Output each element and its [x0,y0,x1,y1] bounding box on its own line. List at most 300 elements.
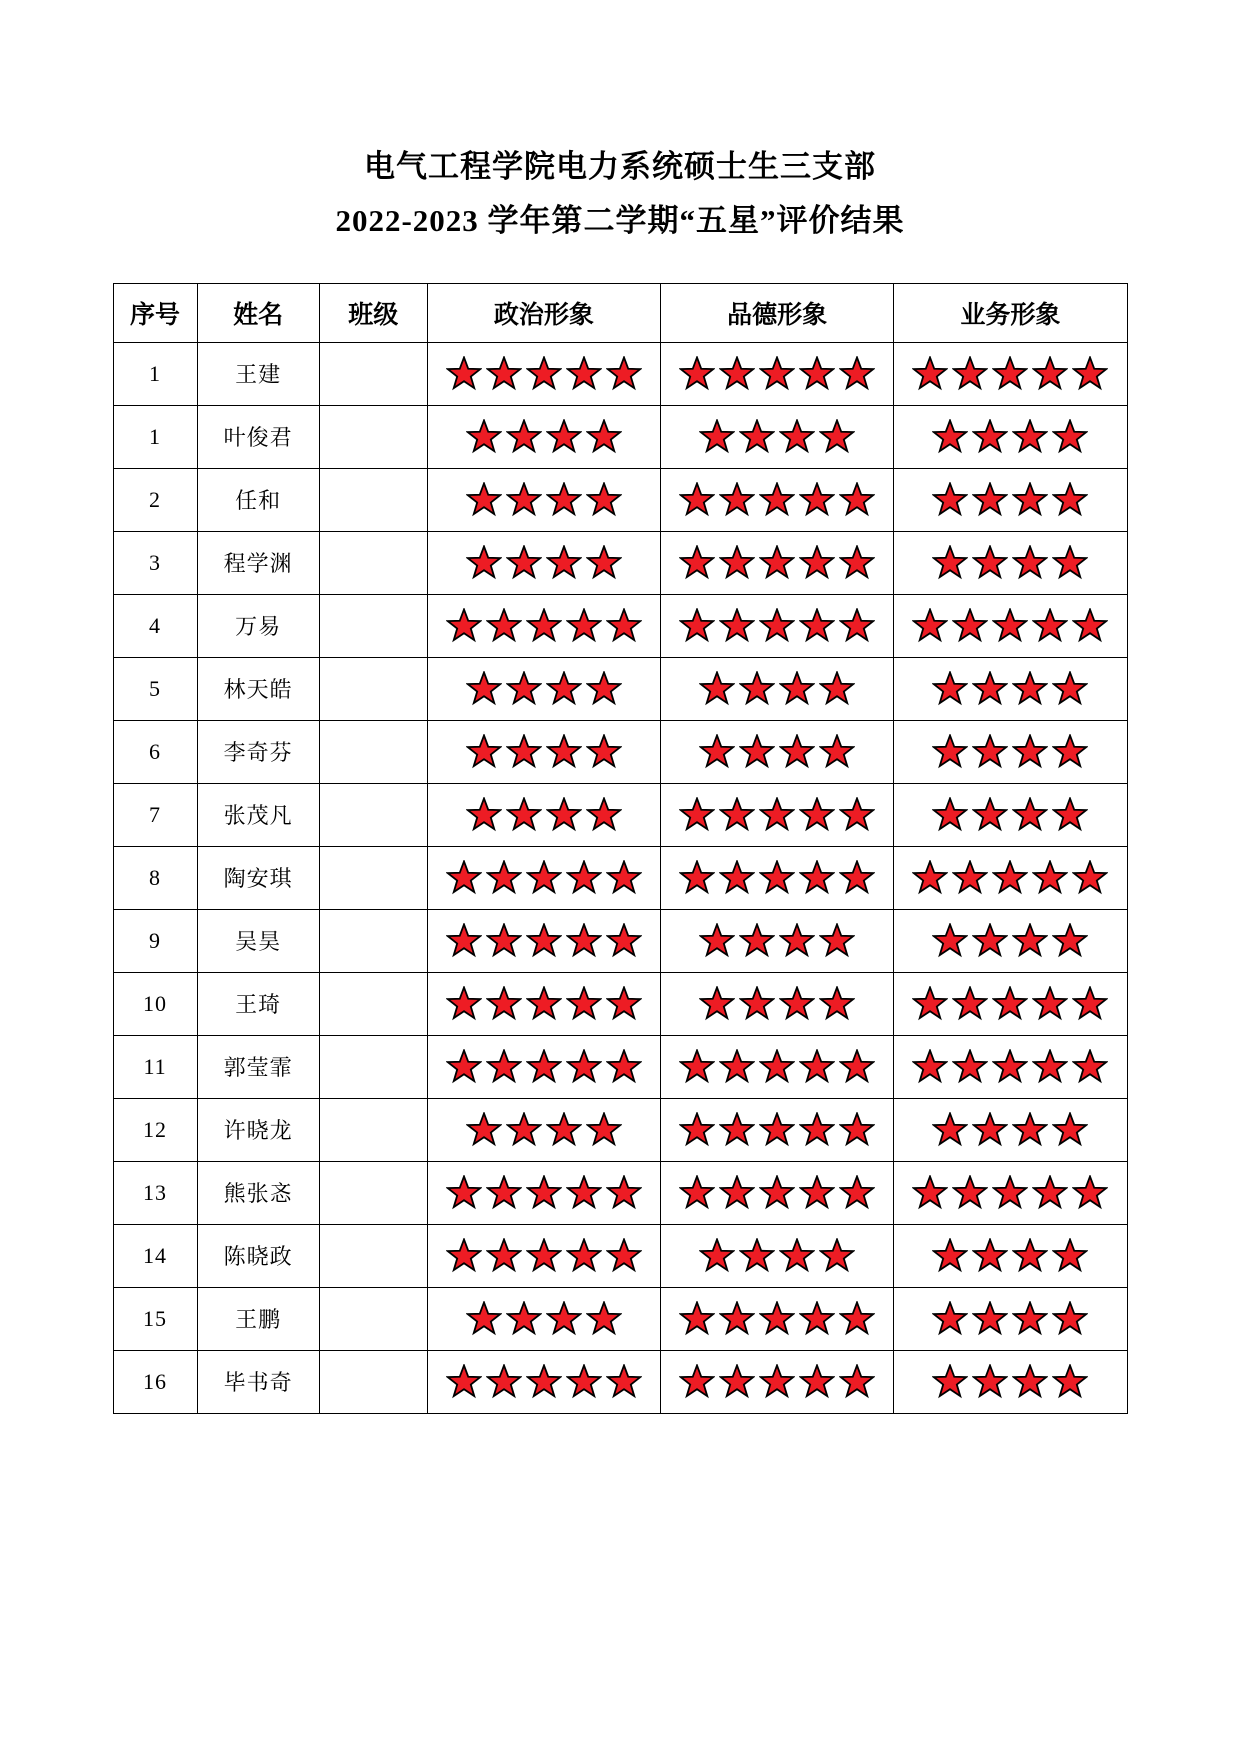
star-icon [1012,734,1048,770]
cell-professional-stars [894,846,1127,909]
header-name: 姓名 [197,283,319,342]
star-icon [446,356,482,392]
cell-moral-stars [661,846,894,909]
star-icon [1072,1175,1108,1211]
rating-table [113,283,1128,1414]
star-icon [566,1364,602,1400]
cell-class [319,846,427,909]
table-row [113,1224,1127,1287]
cell-name: 吴昊 [197,909,319,972]
star-icon [699,986,735,1022]
star-icon [799,1175,835,1211]
star-icon [679,356,715,392]
star-icon [606,1364,642,1400]
star-icon [1012,419,1048,455]
star-icon [1012,482,1048,518]
star-icon [759,1364,795,1400]
star-icon [606,1049,642,1085]
cell-index: 2 [113,468,197,531]
star-icon [972,482,1008,518]
star-icon [819,419,855,455]
star-icon [679,1175,715,1211]
star-icon [719,545,755,581]
star-icon [606,986,642,1022]
cell-index: 1 [113,342,197,405]
cell-index: 12 [113,1098,197,1161]
star-icon [719,482,755,518]
star-icon [606,608,642,644]
star-icon [799,860,835,896]
cell-professional-stars [894,720,1127,783]
star-rating [894,734,1126,770]
star-icon [1052,419,1088,455]
star-icon [1032,1049,1068,1085]
cell-name: 任和 [197,468,319,531]
star-icon [719,356,755,392]
cell-class [319,594,427,657]
star-rating [894,545,1126,581]
star-icon [606,860,642,896]
star-icon [912,860,948,896]
star-icon [779,986,815,1022]
star-icon [819,1238,855,1274]
star-icon [819,986,855,1022]
star-icon [486,1175,522,1211]
star-icon [466,1112,502,1148]
star-icon [466,419,502,455]
cell-political-stars [427,468,660,531]
star-icon [526,860,562,896]
star-icon [526,986,562,1022]
star-icon [546,419,582,455]
cell-moral-stars [661,531,894,594]
star-icon [799,1049,835,1085]
cell-name: 陈晓政 [197,1224,319,1287]
star-rating [894,608,1126,644]
star-icon [759,1112,795,1148]
cell-class [319,972,427,1035]
star-icon [446,608,482,644]
star-rating [428,1112,660,1148]
star-icon [446,986,482,1022]
cell-index: 11 [113,1035,197,1098]
star-icon [466,545,502,581]
cell-political-stars [427,1161,660,1224]
star-icon [466,671,502,707]
header-index: 序号 [113,283,197,342]
cell-class [319,405,427,468]
star-icon [526,608,562,644]
star-icon [932,734,968,770]
star-icon [486,608,522,644]
star-icon [1052,923,1088,959]
star-icon [566,1238,602,1274]
cell-class [319,657,427,720]
table-row [113,909,1127,972]
star-icon [526,1364,562,1400]
star-icon [1052,482,1088,518]
star-icon [486,1049,522,1085]
star-rating [428,419,660,455]
cell-professional-stars [894,1350,1127,1413]
star-icon [1032,608,1068,644]
table-row [113,594,1127,657]
cell-index: 5 [113,657,197,720]
star-icon [679,1301,715,1337]
star-icon [486,356,522,392]
cell-moral-stars [661,342,894,405]
cell-political-stars [427,783,660,846]
cell-political-stars [427,720,660,783]
cell-political-stars [427,1350,660,1413]
cell-professional-stars [894,405,1127,468]
cell-professional-stars [894,1161,1127,1224]
star-icon [446,1238,482,1274]
star-icon [739,986,775,1022]
star-icon [699,923,735,959]
star-icon [1012,1238,1048,1274]
star-icon [446,1364,482,1400]
star-icon [779,1238,815,1274]
table-row [113,531,1127,594]
star-icon [679,608,715,644]
star-icon [952,1049,988,1085]
cell-index: 7 [113,783,197,846]
star-rating [894,1364,1126,1400]
star-icon [719,1112,755,1148]
star-icon [586,545,622,581]
star-icon [839,1364,875,1400]
table-row [113,342,1127,405]
star-icon [799,1301,835,1337]
cell-moral-stars [661,1350,894,1413]
star-icon [546,671,582,707]
star-rating [894,1175,1126,1211]
cell-political-stars [427,1224,660,1287]
cell-name: 王琦 [197,972,319,1035]
cell-index: 10 [113,972,197,1035]
title-line-2: 2022-2023 学年第二学期“五星”评价结果 [335,203,905,239]
star-rating [428,986,660,1022]
star-icon [779,419,815,455]
star-icon [606,1175,642,1211]
star-icon [759,608,795,644]
cell-political-stars [427,846,660,909]
star-icon [759,545,795,581]
table-row [113,1035,1127,1098]
star-icon [992,608,1028,644]
star-icon [759,1301,795,1337]
star-icon [566,608,602,644]
star-rating [661,923,893,959]
cell-political-stars [427,594,660,657]
star-icon [932,1112,968,1148]
cell-name: 王鹏 [197,1287,319,1350]
star-icon [912,608,948,644]
star-icon [1012,923,1048,959]
star-icon [1072,986,1108,1022]
star-rating [428,1238,660,1274]
cell-name: 万易 [197,594,319,657]
star-icon [466,482,502,518]
star-icon [759,797,795,833]
star-icon [932,1301,968,1337]
cell-moral-stars [661,1098,894,1161]
star-rating [661,1049,893,1085]
star-icon [1012,545,1048,581]
header-class: 班级 [319,283,427,342]
star-icon [506,797,542,833]
star-icon [932,482,968,518]
star-icon [839,1301,875,1337]
star-icon [1032,356,1068,392]
cell-moral-stars [661,720,894,783]
star-icon [486,1238,522,1274]
star-icon [932,1238,968,1274]
star-rating [894,1049,1126,1085]
star-rating [661,419,893,455]
star-icon [566,860,602,896]
star-icon [972,923,1008,959]
star-rating [661,671,893,707]
star-rating [894,671,1126,707]
cell-professional-stars [894,1098,1127,1161]
star-icon [606,1238,642,1274]
cell-class [319,1350,427,1413]
table-row [113,972,1127,1035]
cell-name: 陶安琪 [197,846,319,909]
star-icon [606,356,642,392]
star-icon [1072,1049,1108,1085]
cell-name: 许晓龙 [197,1098,319,1161]
star-rating [661,734,893,770]
cell-political-stars [427,1098,660,1161]
cell-political-stars [427,972,660,1035]
cell-class [319,1035,427,1098]
star-rating [894,419,1126,455]
star-rating [428,1301,660,1337]
cell-class [319,1287,427,1350]
cell-professional-stars [894,909,1127,972]
cell-index: 1 [113,405,197,468]
star-icon [972,671,1008,707]
cell-professional-stars [894,783,1127,846]
star-icon [839,1049,875,1085]
star-icon [972,1364,1008,1400]
star-icon [1052,1238,1088,1274]
star-icon [546,797,582,833]
cell-political-stars [427,531,660,594]
cell-name: 熊张忞 [197,1161,319,1224]
star-icon [606,923,642,959]
star-rating [428,923,660,959]
star-rating [661,797,893,833]
star-icon [566,1049,602,1085]
cell-index: 16 [113,1350,197,1413]
table-row [113,1287,1127,1350]
star-icon [719,608,755,644]
star-icon [1012,1364,1048,1400]
star-icon [719,1175,755,1211]
cell-class [319,468,427,531]
header-moral-image: 品德形象 [661,283,894,342]
star-rating [661,356,893,392]
star-icon [546,1301,582,1337]
star-icon [932,923,968,959]
cell-political-stars [427,342,660,405]
cell-professional-stars [894,972,1127,1035]
star-icon [912,986,948,1022]
star-icon [992,986,1028,1022]
cell-professional-stars [894,594,1127,657]
star-icon [839,608,875,644]
star-icon [972,1238,1008,1274]
star-icon [739,671,775,707]
star-icon [546,482,582,518]
cell-name: 林天皓 [197,657,319,720]
star-icon [972,797,1008,833]
star-icon [719,1364,755,1400]
star-icon [546,734,582,770]
star-icon [799,356,835,392]
cell-class [319,531,427,594]
star-icon [699,734,735,770]
title-line-1: 电气工程学院电力系统硕士生三支部 [364,149,876,184]
star-icon [972,1112,1008,1148]
star-icon [566,356,602,392]
star-icon [932,419,968,455]
cell-professional-stars [894,1287,1127,1350]
star-icon [1032,860,1068,896]
star-icon [719,1301,755,1337]
cell-professional-stars [894,657,1127,720]
cell-political-stars [427,657,660,720]
header-political-image: 政治形象 [427,283,660,342]
star-rating [894,1301,1126,1337]
star-rating [428,797,660,833]
table-row [113,783,1127,846]
cell-name: 叶俊君 [197,405,319,468]
star-icon [912,356,948,392]
star-rating [428,482,660,518]
star-icon [486,860,522,896]
star-rating [894,986,1126,1022]
cell-name: 李奇芬 [197,720,319,783]
star-icon [546,1112,582,1148]
cell-name: 毕书奇 [197,1350,319,1413]
cell-index: 9 [113,909,197,972]
cell-index: 8 [113,846,197,909]
star-icon [839,356,875,392]
star-icon [972,734,1008,770]
cell-political-stars [427,1035,660,1098]
star-icon [699,671,735,707]
cell-professional-stars [894,468,1127,531]
cell-political-stars [427,1287,660,1350]
cell-political-stars [427,909,660,972]
cell-name: 张茂凡 [197,783,319,846]
table-row [113,1350,1127,1413]
star-icon [739,923,775,959]
cell-index: 15 [113,1287,197,1350]
star-icon [679,1049,715,1085]
star-rating [894,860,1126,896]
cell-moral-stars [661,405,894,468]
star-icon [586,482,622,518]
star-icon [839,860,875,896]
star-icon [586,1301,622,1337]
star-icon [1032,1175,1068,1211]
cell-index: 13 [113,1161,197,1224]
star-icon [506,1112,542,1148]
table-row [113,468,1127,531]
star-icon [586,797,622,833]
cell-name: 王建 [197,342,319,405]
cell-moral-stars [661,657,894,720]
star-icon [799,482,835,518]
star-icon [759,1049,795,1085]
star-icon [952,356,988,392]
star-icon [819,671,855,707]
cell-class [319,342,427,405]
star-icon [719,1049,755,1085]
cell-professional-stars [894,1224,1127,1287]
star-icon [466,1301,502,1337]
star-icon [1072,608,1108,644]
table-body [113,342,1127,1413]
star-icon [446,923,482,959]
star-icon [506,734,542,770]
cell-professional-stars [894,1035,1127,1098]
star-icon [466,797,502,833]
star-icon [1012,1112,1048,1148]
star-icon [506,482,542,518]
star-icon [839,797,875,833]
table-row [113,657,1127,720]
star-icon [679,797,715,833]
cell-professional-stars [894,531,1127,594]
header-row [113,283,1127,342]
document-title [75,140,1165,249]
cell-class [319,909,427,972]
star-icon [566,986,602,1022]
cell-moral-stars [661,1287,894,1350]
star-icon [446,1049,482,1085]
star-icon [566,1175,602,1211]
star-icon [526,1049,562,1085]
table-row [113,1098,1127,1161]
star-icon [679,860,715,896]
star-icon [586,419,622,455]
star-icon [1012,1301,1048,1337]
table-header [113,283,1127,342]
star-icon [839,1175,875,1211]
star-icon [1052,1364,1088,1400]
star-icon [506,671,542,707]
star-icon [799,1364,835,1400]
cell-moral-stars [661,1161,894,1224]
star-icon [566,923,602,959]
star-icon [932,671,968,707]
star-icon [586,734,622,770]
star-icon [992,1049,1028,1085]
star-icon [1052,1301,1088,1337]
table-row [113,405,1127,468]
table-row [113,1161,1127,1224]
cell-professional-stars [894,342,1127,405]
cell-index: 14 [113,1224,197,1287]
star-icon [799,545,835,581]
